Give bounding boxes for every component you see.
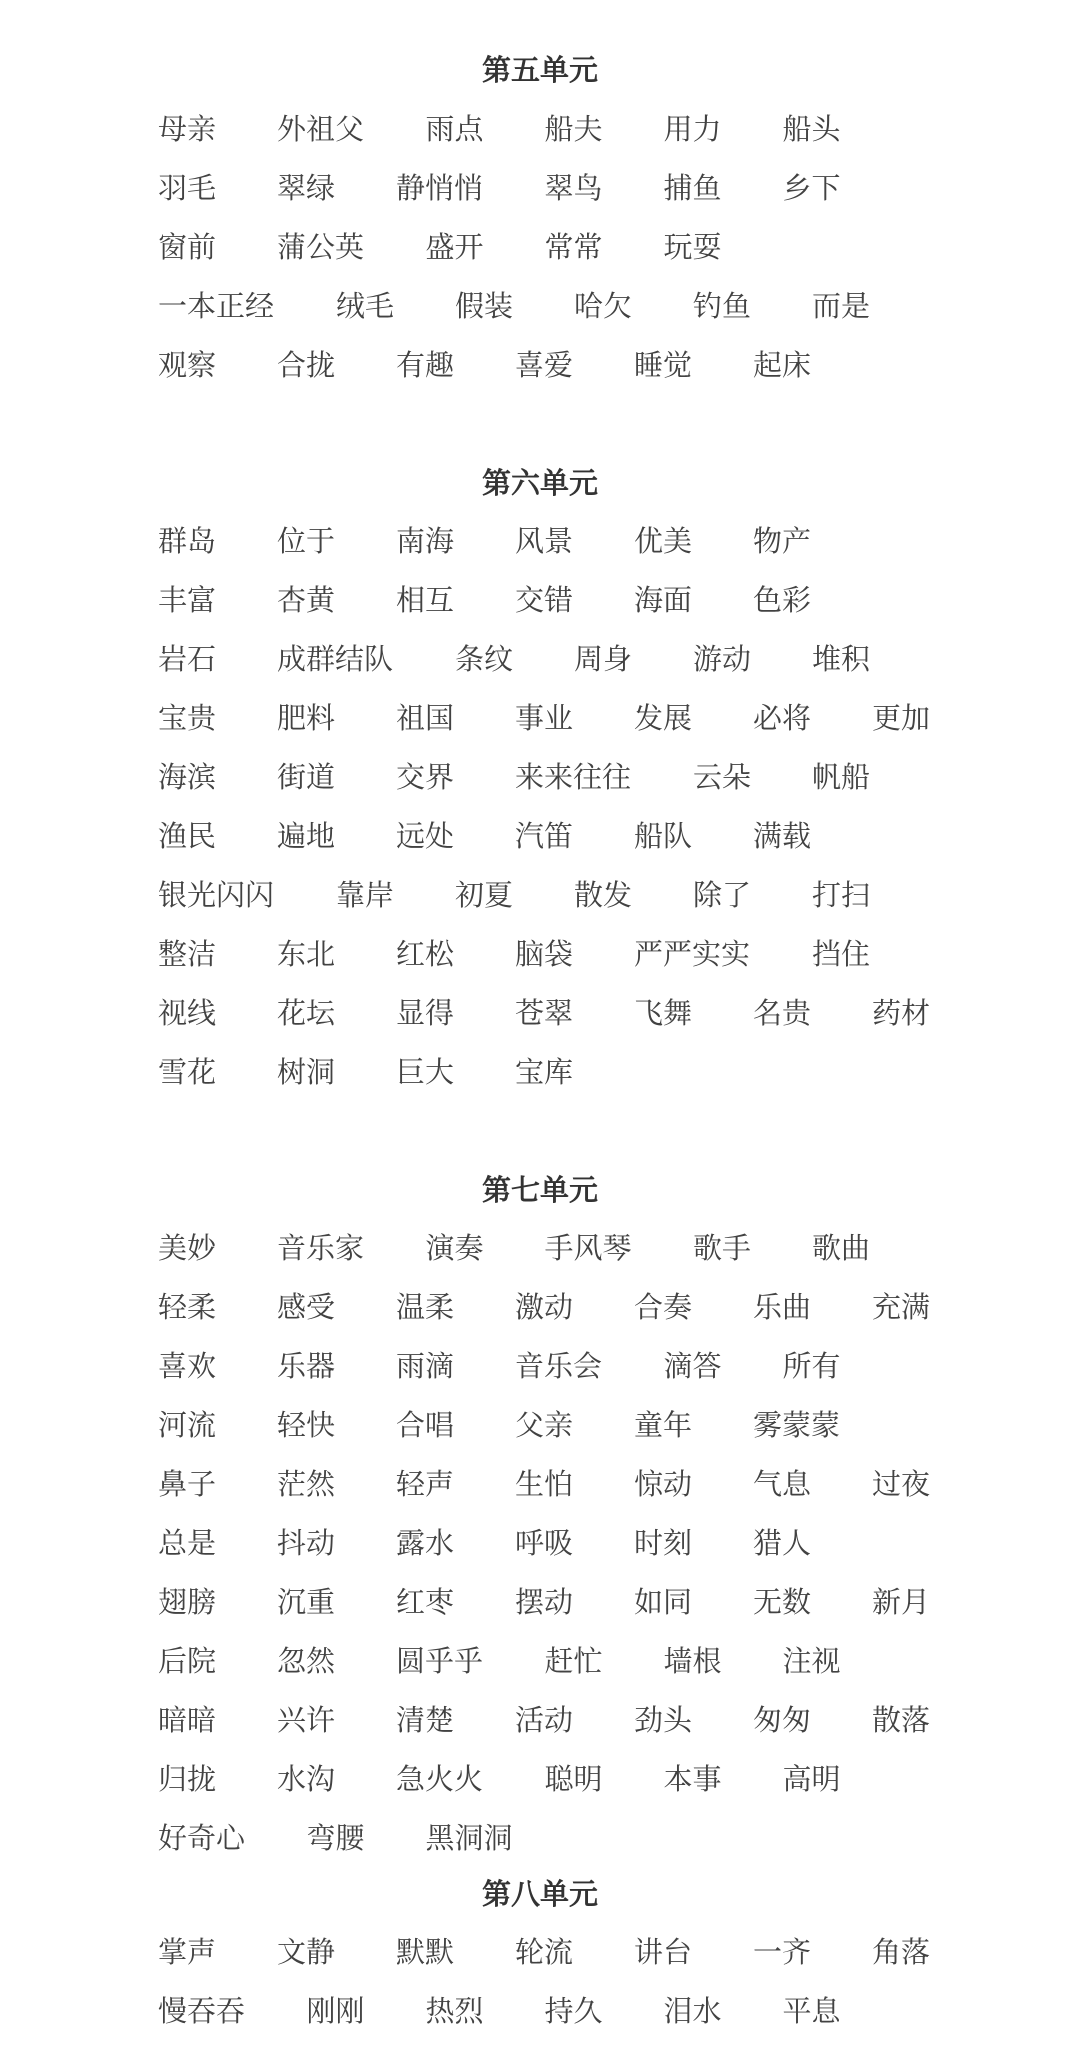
vocab-word: 本事 [663,1762,722,1796]
word-row [0,521,1080,561]
word-row [0,816,1080,856]
vocab-word: 慢吞吞 [158,1994,246,2028]
word-row [0,1523,1080,1563]
vocab-word: 热烈 [425,1994,484,2028]
vocab-word: 位于 [277,524,336,558]
vocab-word: 摆动 [515,1585,574,1619]
vocab-word: 乡下 [782,171,841,205]
vocab-word: 远处 [396,819,455,853]
vocab-word: 雨滴 [396,1349,455,1383]
vocab-word: 东北 [277,937,336,971]
vocab-word: 音乐会 [515,1349,603,1383]
vocab-word: 好奇心 [158,1821,246,1855]
vocab-word: 羽毛 [158,171,217,205]
vocab-word: 兴许 [277,1703,336,1737]
vocab-word: 过夜 [872,1467,931,1501]
word-row [0,1700,1080,1740]
vocab-word: 归拢 [158,1762,217,1796]
vocab-word: 持久 [544,1994,603,2028]
vocab-word: 条纹 [455,642,514,676]
vocab-word: 聪明 [544,1762,603,1796]
vocab-word: 树洞 [277,1055,336,1089]
vocab-word: 掌声 [158,1935,217,1969]
vocab-word: 生怕 [515,1467,574,1501]
vocab-word: 轮流 [515,1935,574,1969]
word-row [0,1991,1080,2031]
vocab-word: 花坛 [277,996,336,1030]
vocab-word: 轻声 [396,1467,455,1501]
vocab-word: 初夏 [455,878,514,912]
vocab-word: 来来往往 [515,760,632,794]
vocab-word: 药材 [872,996,931,1030]
vocab-word: 童年 [634,1408,693,1442]
word-row [0,1228,1080,1268]
vocab-word: 观察 [158,348,217,382]
vocab-word: 渔民 [158,819,217,853]
vocab-word: 整洁 [158,937,217,971]
unit-title: 第八单元 [481,1877,598,1911]
vocab-word: 温柔 [396,1290,455,1324]
vocab-word: 遍地 [277,819,336,853]
vocab-word: 泪水 [663,1994,722,2028]
vocab-word: 交错 [515,583,574,617]
vocab-word: 乐曲 [753,1290,812,1324]
vocab-word: 红松 [396,937,455,971]
vocab-word: 外祖父 [277,112,365,146]
vocab-word: 激动 [515,1290,574,1324]
vocab-word: 名贵 [753,996,812,1030]
vocab-word: 严严实实 [634,937,751,971]
vocab-word: 如同 [634,1585,693,1619]
vocab-word: 雨点 [425,112,484,146]
vocab-word: 活动 [515,1703,574,1737]
vocab-word: 茫然 [277,1467,336,1501]
word-row [0,109,1080,149]
vocab-word: 蒲公英 [277,230,365,264]
vocab-word: 合唱 [396,1408,455,1442]
vocab-word: 而是 [812,289,871,323]
vocab-word: 充满 [872,1290,931,1324]
vocab-word: 群岛 [158,524,217,558]
vocab-word: 银光闪闪 [158,878,275,912]
word-row [0,993,1080,1033]
vocab-word: 必将 [753,701,812,735]
word-row [0,1405,1080,1445]
vocab-word: 翠鸟 [544,171,603,205]
vocab-word: 靠岸 [336,878,395,912]
vocab-word: 歌手 [693,1231,752,1265]
vocab-word: 急火火 [396,1762,484,1796]
vocab-word: 手风琴 [544,1231,632,1265]
vocab-word: 沉重 [277,1585,336,1619]
vocab-word: 弯腰 [306,1821,365,1855]
vocab-word: 物产 [753,524,812,558]
word-row [0,580,1080,620]
vocab-word: 散发 [574,878,633,912]
vocab-word: 相互 [396,583,455,617]
vocab-word: 一本正经 [158,289,275,323]
vocab-word: 抖动 [277,1526,336,1560]
word-row [0,757,1080,797]
vocab-word: 更加 [872,701,931,735]
vocab-word: 雪花 [158,1055,217,1089]
vocab-word: 色彩 [753,583,812,617]
word-row [0,875,1080,915]
vocab-word: 讲台 [634,1935,693,1969]
vocab-word: 注视 [782,1644,841,1678]
vocab-word: 丰富 [158,583,217,617]
vocab-word: 水沟 [277,1762,336,1796]
vocab-word: 打扫 [812,878,871,912]
vocab-word: 帆船 [812,760,871,794]
vocab-word: 海滨 [158,760,217,794]
vocab-word: 成群结队 [277,642,394,676]
vocab-word: 呼吸 [515,1526,574,1560]
vocab-word: 气息 [753,1467,812,1501]
vocab-word: 圆乎乎 [396,1644,484,1678]
word-row [0,639,1080,679]
vocab-word: 平息 [782,1994,841,2028]
vocab-word: 视线 [158,996,217,1030]
word-row [0,1346,1080,1386]
vocab-word: 云朵 [693,760,752,794]
word-row [0,286,1080,326]
vocab-word: 祖国 [396,701,455,735]
vocab-word: 无数 [753,1585,812,1619]
vocab-word: 刚刚 [306,1994,365,2028]
vocab-word: 巨大 [396,1055,455,1089]
vocab-word: 鼻子 [158,1467,217,1501]
vocab-word: 玩耍 [663,230,722,264]
vocab-word: 乐器 [277,1349,336,1383]
word-row [0,1641,1080,1681]
vocab-word: 绒毛 [336,289,395,323]
word-row [0,1932,1080,1972]
vocab-word: 发展 [634,701,693,735]
vocab-word: 周身 [574,642,633,676]
word-row [0,1759,1080,1799]
word-row [0,934,1080,974]
vocab-word: 一齐 [753,1935,812,1969]
vocab-word: 父亲 [515,1408,574,1442]
vocab-word: 满载 [753,819,812,853]
vocab-word: 暗暗 [158,1703,217,1737]
vocab-word: 街道 [277,760,336,794]
vocab-word: 岩石 [158,642,217,676]
vocab-word: 美妙 [158,1231,217,1265]
vocab-word: 匆匆 [753,1703,812,1737]
vocab-word: 劲头 [634,1703,693,1737]
vocab-word: 总是 [158,1526,217,1560]
vocab-word: 翠绿 [277,171,336,205]
vocab-word: 合拢 [277,348,336,382]
word-row [0,168,1080,208]
vocab-word: 文静 [277,1935,336,1969]
vocab-word: 感受 [277,1290,336,1324]
vocab-word: 飞舞 [634,996,693,1030]
vocab-word: 轻快 [277,1408,336,1442]
vocab-word: 赶忙 [544,1644,603,1678]
vocab-word: 捕鱼 [663,171,722,205]
vocab-word: 有趣 [396,348,455,382]
vocab-word: 堆积 [812,642,871,676]
vocab-word: 露水 [396,1526,455,1560]
vocab-word: 角落 [872,1935,931,1969]
vocab-word: 雾蒙蒙 [753,1408,841,1442]
word-row [0,345,1080,385]
vocab-word: 惊动 [634,1467,693,1501]
vocab-word: 除了 [693,878,752,912]
vocab-word: 哈欠 [574,289,633,323]
unit-title: 第六单元 [481,466,598,500]
vocab-word: 钓鱼 [693,289,752,323]
vocab-word: 盛开 [425,230,484,264]
vocab-word: 船队 [634,819,693,853]
vocab-word: 汽笛 [515,819,574,853]
vocab-word: 事业 [515,701,574,735]
vocab-word: 杏黄 [277,583,336,617]
word-row [0,1818,1080,1858]
vocab-word: 后院 [158,1644,217,1678]
vocab-word: 肥料 [277,701,336,735]
vocab-word: 高明 [782,1762,841,1796]
vocab-word: 红枣 [396,1585,455,1619]
vocab-word: 默默 [396,1935,455,1969]
vocab-word: 脑袋 [515,937,574,971]
vocab-word: 船夫 [544,112,603,146]
vocab-word: 假装 [455,289,514,323]
vocab-word: 风景 [515,524,574,558]
unit-title: 第五单元 [481,53,598,87]
vocab-word: 海面 [634,583,693,617]
vocab-word: 猎人 [753,1526,812,1560]
vocab-word: 新月 [872,1585,931,1619]
vocab-word: 清楚 [396,1703,455,1737]
vocab-word: 母亲 [158,112,217,146]
unit-title: 第七单元 [481,1173,598,1207]
vocab-word: 时刻 [634,1526,693,1560]
word-row [0,1287,1080,1327]
vocab-word: 挡住 [812,937,871,971]
vocab-word: 用力 [663,112,722,146]
vocab-word: 常常 [544,230,603,264]
vocab-word: 墙根 [663,1644,722,1678]
vocab-word: 河流 [158,1408,217,1442]
vocab-word: 翅膀 [158,1585,217,1619]
vocab-word: 静悄悄 [396,171,484,205]
vocab-word: 宝库 [515,1055,574,1089]
vocab-word: 游动 [693,642,752,676]
vocab-word: 散落 [872,1703,931,1737]
vocab-word: 南海 [396,524,455,558]
word-row [0,698,1080,738]
word-row [0,1464,1080,1504]
vocab-word: 交界 [396,760,455,794]
vocab-word: 喜爱 [515,348,574,382]
vocab-word: 起床 [753,348,812,382]
vocab-word: 音乐家 [277,1231,365,1265]
vocab-word: 宝贵 [158,701,217,735]
vocab-word: 喜欢 [158,1349,217,1383]
vocab-word: 歌曲 [812,1231,871,1265]
word-row [0,227,1080,267]
word-row [0,1052,1080,1092]
vocab-word: 忽然 [277,1644,336,1678]
vocab-word: 滴答 [663,1349,722,1383]
vocab-word: 黑洞洞 [425,1821,513,1855]
vocab-word: 窗前 [158,230,217,264]
word-row [0,1582,1080,1622]
vocab-word: 演奏 [425,1231,484,1265]
vocab-word: 显得 [396,996,455,1030]
vocab-word: 苍翠 [515,996,574,1030]
vocab-word: 睡觉 [634,348,693,382]
vocab-word: 所有 [782,1349,841,1383]
vocab-word: 轻柔 [158,1290,217,1324]
vocab-word: 合奏 [634,1290,693,1324]
vocab-word: 优美 [634,524,693,558]
vocab-word: 船头 [782,112,841,146]
